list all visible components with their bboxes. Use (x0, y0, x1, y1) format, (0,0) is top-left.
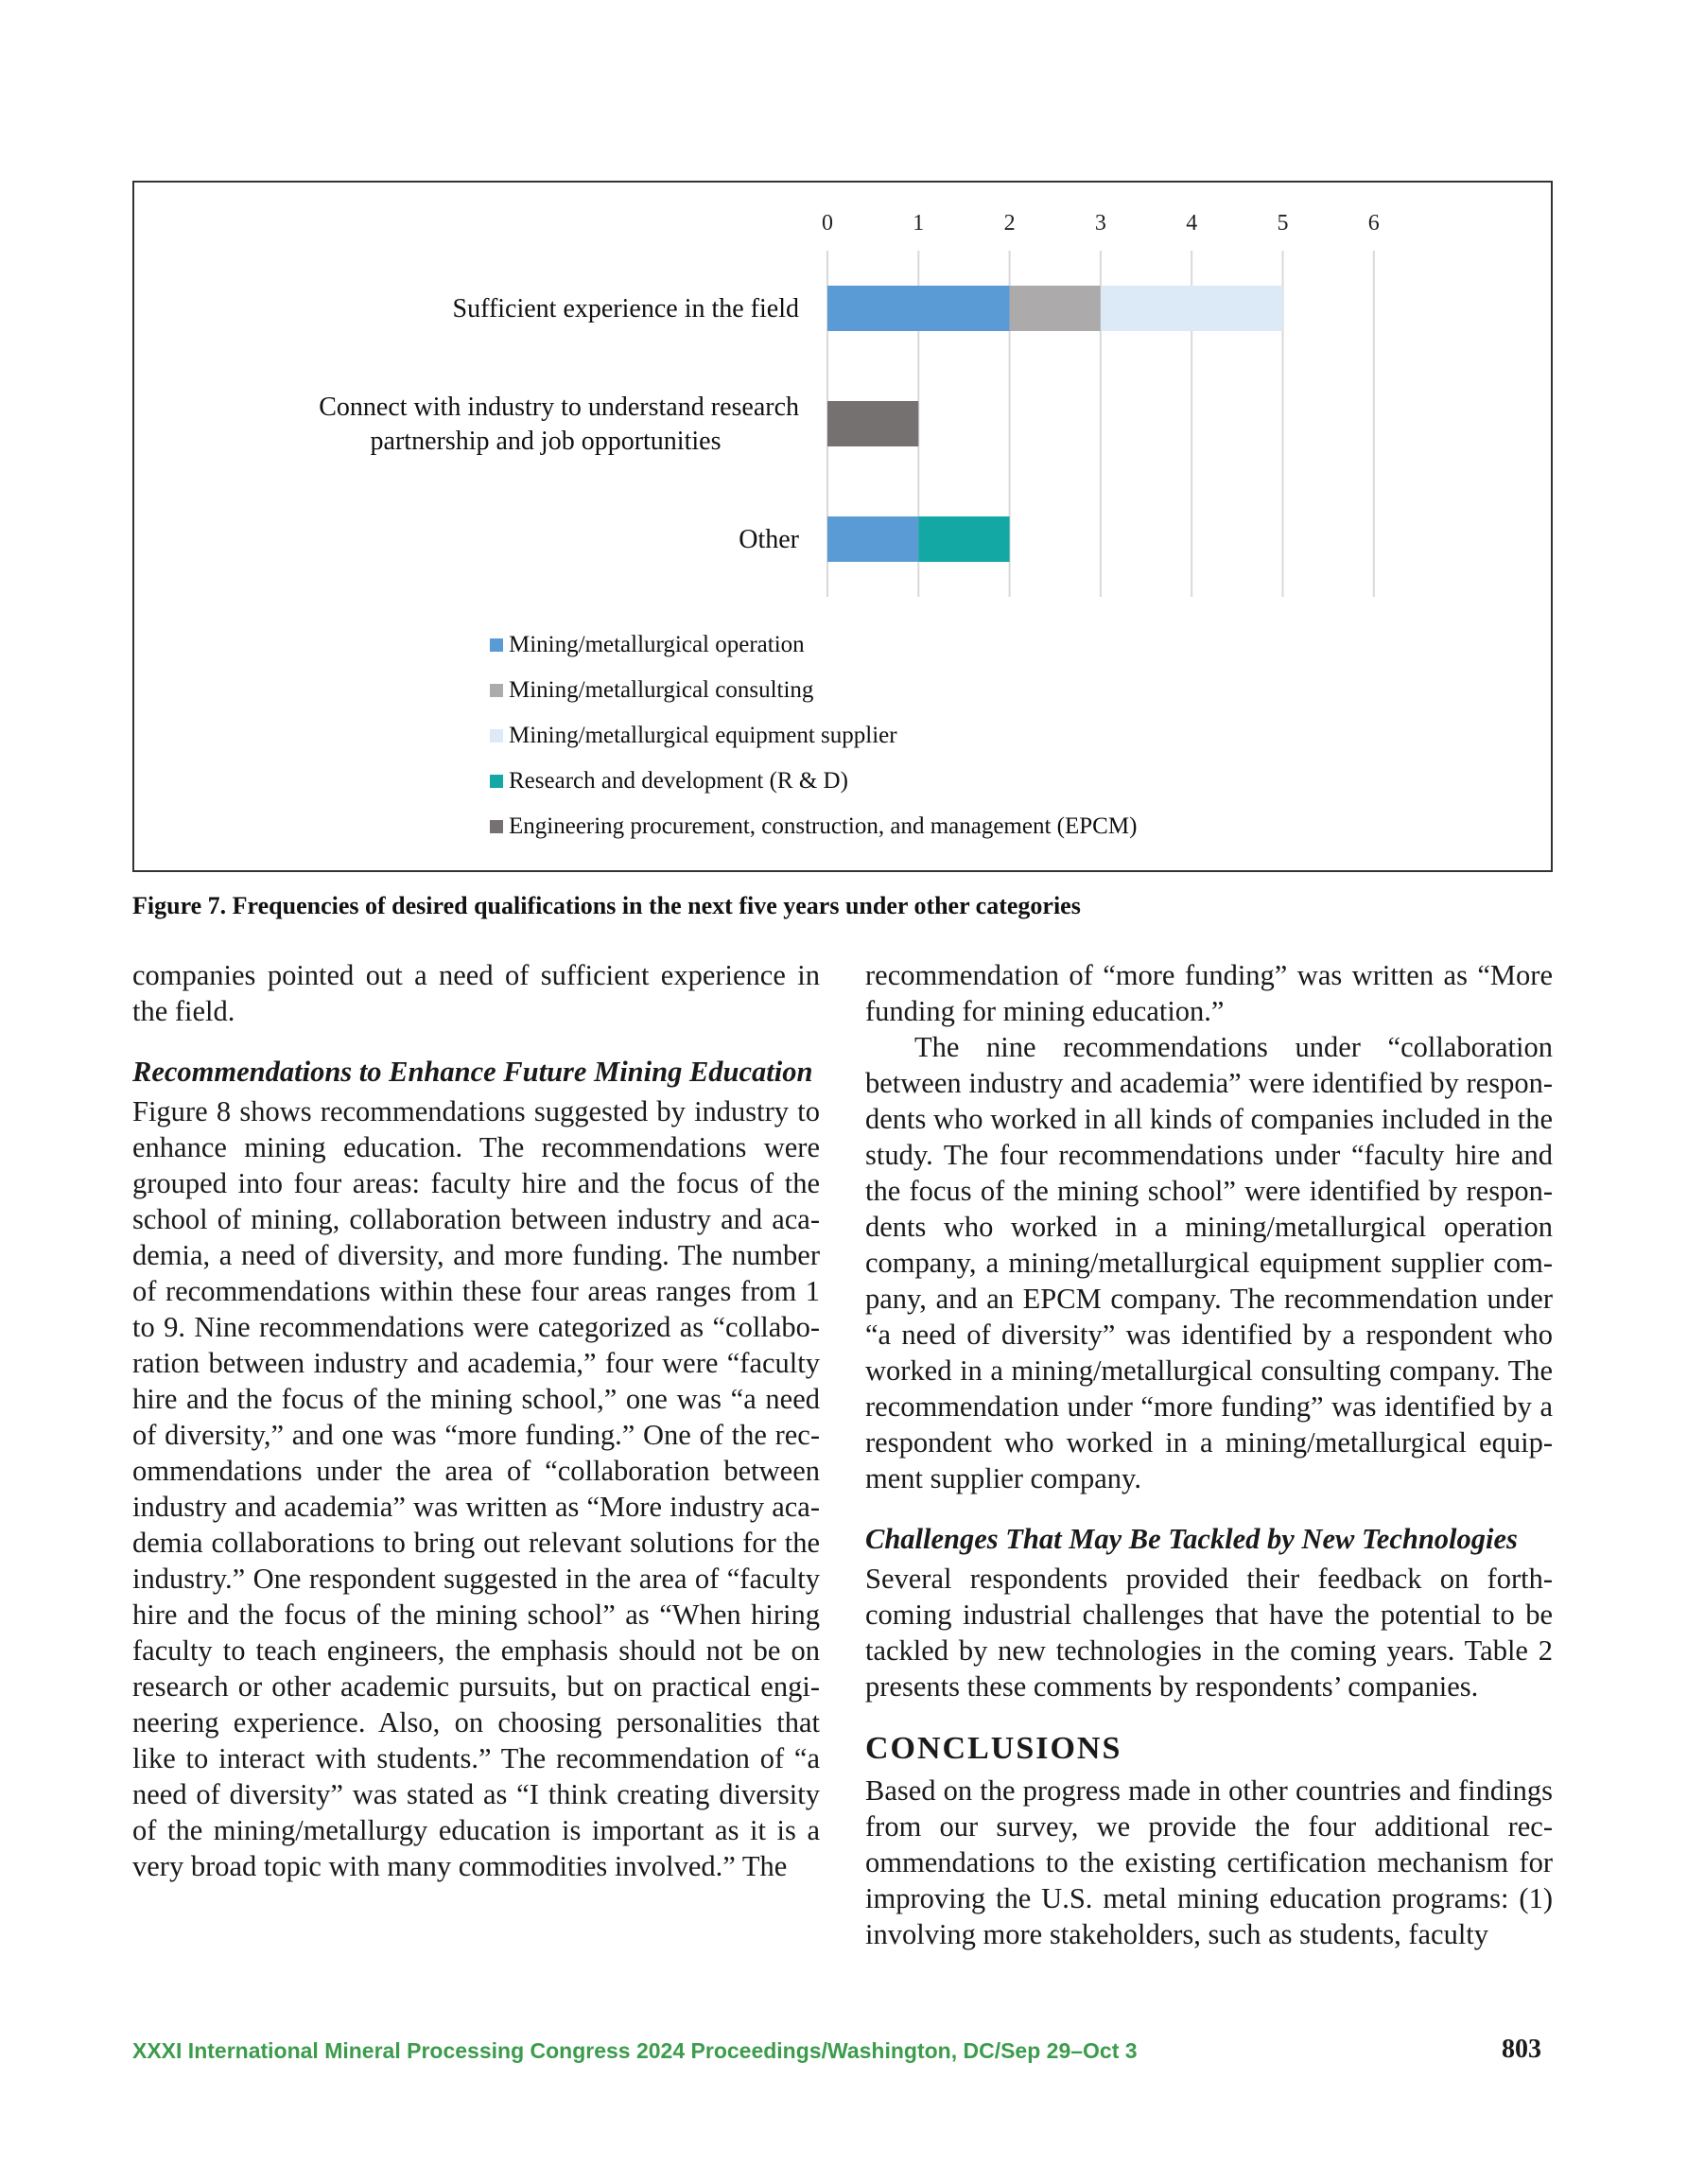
paragraph: The nine recommendations under “collaboration between industry and academia” were identified by respondents who worked in all kinds of companies included in the study. The four recommendations under “faculty hire and the focus of the mining school” were identified by respondents who worked in a mining/metallurgical operation company, a mining/metallurgical equipment supplier company, and an EPCM company. The recommendation under “a need of diversity” was identified by a respondent who worked in a mining/metallurgical consulting company. The recommendation under “more funding” was identified by a respondent who worked in a mining/metallurgical equipment supplier company. (865, 1031, 1553, 1494)
category-label: partnership and job opportunities (370, 427, 722, 456)
legend-swatch (490, 638, 503, 652)
x-tick-label: 0 (822, 211, 833, 236)
left-column (132, 957, 820, 1884)
figure-7-chart (132, 181, 1553, 872)
paragraph: companies pointed out a need of sufficient experience in the field. (132, 959, 820, 1027)
legend-swatch (490, 820, 503, 833)
paragraph: Figure 8 shows recommendations suggested by industry to enhance mining education. The recommendations were grouped into four areas: faculty hire and the focus of the school of mining, collaboration between industry and academia, a need of diversity, and more funding. The number of recommendations within these four areas ranges from 1 to 9. Nine recommendations were categorized as “collaboration between industry and academia,” four were “faculty hire and the focus of the mining school,” one was “a need of diversity,” and one was “more funding.” One of the recommendations under the area of “collaboration between industry and academia” was written as “More industry academia collaborations to bring out relevant solutions for the industry.” One respondent suggested in the area of “faculty hire and the focus of the mining school” as “When hiring faculty to teach engineers, the emphasis should not be on research or other academic pursuits, but on practical engineering experience. Also, on choosing personalities that like to interact with students.” The recommendation of “a need of diversity” was stated as “I think creating diversity of the mining/metallurgy education is important as it is a very broad topic with many commodities involved.” The (132, 1095, 820, 1882)
x-tick-label: 2 (1003, 211, 1016, 236)
right-column (865, 957, 1553, 1952)
legend-label: Research and development (R & D) (509, 768, 848, 794)
footer-proceedings: XXXI International Mineral Processing Congress 2024 Proceedings/Washington, DC/Sep 29–Oct 3 (132, 2038, 1138, 2063)
legend-label: Mining/metallurgical equipment supplier (509, 723, 897, 748)
paragraph: recommendation of “more funding” was written as “More funding for mining education.” (865, 959, 1553, 1027)
category-label: Sufficient experience in the field (452, 294, 799, 323)
paragraph: Several respondents provided their feedback on forthcoming industrial challenges that have the potential to be tackled by new technologies in the coming years. Table 2 presents these comments by respondents’ companies. (865, 1563, 1553, 1703)
bar-segment (827, 401, 918, 446)
category-label: Connect with industry to understand research (319, 393, 799, 422)
x-tick-label: 1 (913, 211, 925, 236)
bar-segment (1101, 286, 1283, 331)
bar-segment (827, 286, 1010, 331)
x-tick-label: 5 (1277, 211, 1289, 236)
legend-swatch (490, 684, 503, 697)
page-number: 803 (1502, 2035, 1541, 2064)
bar-segment (1010, 286, 1101, 331)
x-tick-label: 3 (1094, 211, 1106, 236)
bar-segment (827, 516, 918, 562)
category-label: Other (739, 525, 799, 554)
bar-segment (918, 516, 1009, 562)
paragraph: Based on the progress made in other countries and findings from our survey, we provide the four additional recommendations to the existing certification mechanism for improving the U.S. metal mining education programs: (1) involving more stakeholders, such as students, faculty (865, 1774, 1553, 1950)
legend-label: Mining/metallurgical consulting (509, 677, 814, 703)
section-heading-recommendations: Recommendations to Enhance Future Mining Education (132, 1056, 813, 1088)
legend-swatch (490, 775, 503, 788)
x-tick-label: 6 (1367, 211, 1380, 236)
section-heading-conclusions: CONCLUSIONS (865, 1731, 1122, 1766)
stacked-bar-chart (134, 183, 1551, 870)
legend-swatch (490, 729, 503, 743)
x-tick-label: 4 (1186, 211, 1198, 236)
section-heading-challenges: Challenges That May Be Tackled by New Technologies (865, 1523, 1518, 1555)
legend-label: Mining/metallurgical operation (509, 632, 805, 657)
figure-caption: Figure 7. Frequencies of desired qualifications in the next five years under other categories (132, 892, 1081, 919)
legend-label: Engineering procurement, construction, and management (EPCM) (509, 813, 1138, 839)
